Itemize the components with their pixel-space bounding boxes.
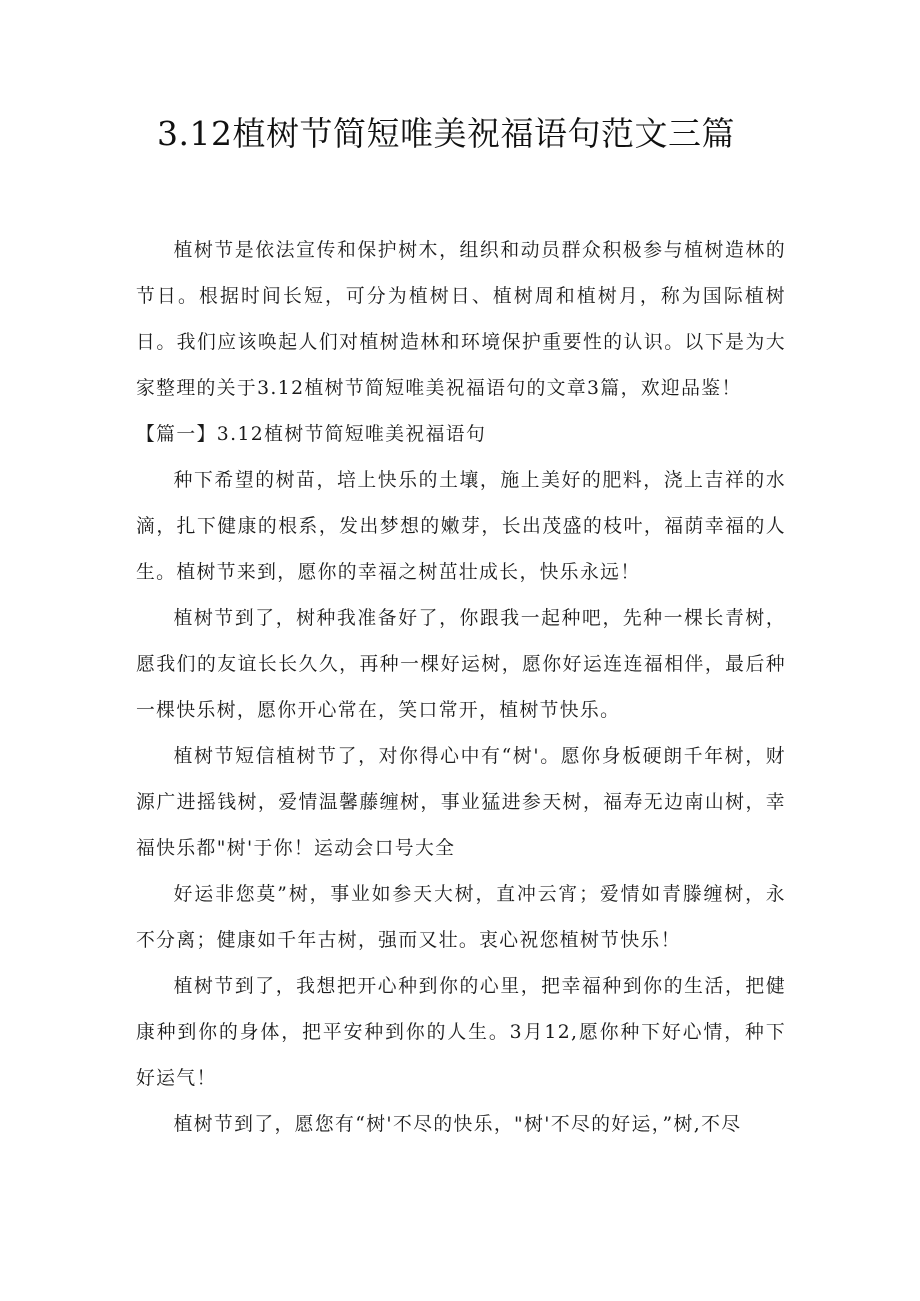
paragraph: 植树节到了，我想把开心种到你的心里，把幸福种到你的生活，把健康种到你的身体，把平安种到你的人生。3月12,愿你种下好心情，种下好运气！ — [136, 976, 787, 1089]
section-heading: 【篇一】3.12植树节简短唯美祝福语句 — [136, 424, 487, 445]
paragraph: 植树节到了，愿您有“树'不尽的快乐，"树'不尽的好运，”树,不尽 — [173, 1114, 742, 1135]
intro-paragraph: 植树节是依法宣传和保护树木，组织和动员群众积极参与植树造林的节日。根据时间长短，可分为植树日、植树周和植树月，称为国际植树日。我们应该唤起人们对植树造林和环境保护重要性的认识。以下是为大家整理的关于3.12植树节简短唯美祝福语句的文章3篇，欢迎品鉴！ — [136, 240, 786, 399]
paragraph: 种下希望的树苗，培上快乐的土壤，施上美好的肥料，浇上吉祥的水滴，扎下健康的根系，发出梦想的嫩芽，长出茂盛的枝叶，福荫幸福的人生。植树节来到，愿你的幸福之树茁壮成长，快乐永远！ — [136, 470, 786, 583]
paragraph: 好运非您莫”树，事业如参天大树，直冲云宵；爱情如青滕缠树，永不分离；健康如千年古树，强而又壮。衷心祝您植树节快乐！ — [136, 884, 786, 951]
document-body — [136, 228, 786, 1148]
paragraph: 植树节短信植树节了，对你得心中有“树'。愿你身板硬朗千年树，财源广进摇钱树，爱情温馨藤缠树，事业猛进参天树，福寿无边南山树，幸福快乐都"树'于你！运动会口号大全 — [136, 746, 786, 859]
paragraph: 植树节到了，树种我准备好了，你跟我一起种吧，先种一棵长青树，愿我们的友谊长长久久，再种一棵好运树，愿你好运连连福相伴，最后种一棵快乐树，愿你开心常在，笑口常开，植树节快乐。 — [136, 608, 786, 721]
document-title: 3.12植树节简短唯美祝福语句范文三篇 — [157, 114, 735, 153]
